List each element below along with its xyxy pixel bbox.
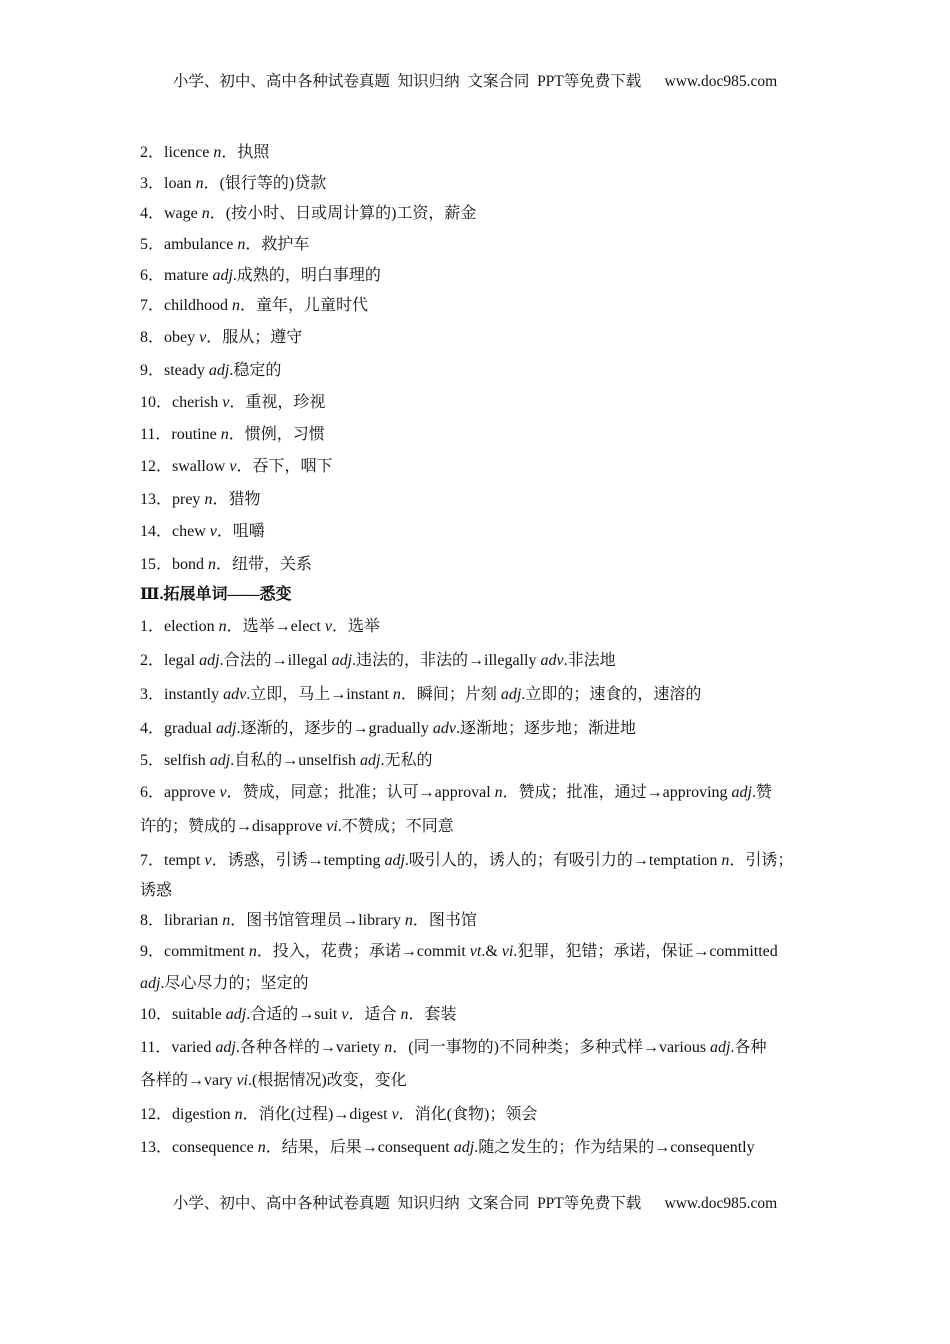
line-text: 2．legal: [140, 652, 200, 669]
part-of-speech: adj: [710, 1039, 731, 1056]
line-text: .合适的→suit: [246, 1006, 342, 1023]
part-of-speech: n: [201, 205, 210, 222]
vocab-line: [140, 143, 269, 163]
line-text: 11．varied: [140, 1039, 216, 1056]
line-text: 各样的→vary: [140, 1072, 237, 1089]
line-text: ．救护车: [245, 236, 310, 253]
part-of-speech: vi: [501, 943, 514, 960]
line-text: ．执照: [221, 144, 270, 161]
line-text: ．诱惑，引诱→tempting: [211, 852, 385, 869]
line-text: .随之发生的；作为结果的→consequently: [474, 1139, 755, 1156]
line-text: ．惯例，习惯: [228, 426, 325, 443]
vocab-line: [140, 851, 793, 871]
line-text: 5．selfish: [140, 752, 210, 769]
part-of-speech: adj: [384, 852, 405, 869]
part-of-speech: vi: [326, 818, 338, 835]
part-of-speech: n: [494, 784, 503, 801]
part-of-speech: v: [222, 394, 230, 411]
line-text: ．(同一事物的)不同种类；多种式样→various: [392, 1039, 711, 1056]
part-of-speech: adv: [223, 686, 247, 703]
line-text: ．投入，花费；承诺→commit: [256, 943, 470, 960]
page-footer: 小学、初中、高中各种试卷真题 知识归纳 文案合同 PPT等免费下载 www.doc985.com: [172, 1195, 778, 1212]
line-text: .尽心尽力的；坚定的: [160, 975, 309, 992]
part-of-speech: n: [248, 943, 257, 960]
line-text: ．(银行等的)贷款: [203, 175, 327, 192]
vocab-line: [140, 522, 265, 542]
line-text: .非法地: [563, 652, 616, 669]
line-text: ．(按小时、日或周计算的)工资，薪金: [209, 205, 477, 222]
line-text: 6．approve: [140, 784, 220, 801]
vocab-line: [140, 204, 476, 224]
vocab-line: [140, 1105, 537, 1125]
line-text: ．图书馆管理员→library: [230, 912, 405, 929]
line-text: .赞: [751, 784, 772, 801]
line-text: .吸引人的，诱人的；有吸引力的→temptation: [404, 852, 722, 869]
part-of-speech: n: [232, 297, 240, 314]
vocab-line: [140, 490, 260, 510]
vocab-line: [140, 719, 636, 739]
vocab-line: [140, 328, 302, 348]
vocab-line: [140, 783, 772, 803]
vocab-line: [140, 751, 432, 771]
part-of-speech: adj: [500, 686, 522, 703]
vocab-line: [140, 266, 381, 286]
line-text: 13．prey: [140, 491, 205, 508]
part-of-speech: adj: [225, 1006, 247, 1023]
vocab-line: [140, 296, 368, 316]
part-of-speech: n: [392, 686, 401, 703]
line-text: .合法的→illegal: [219, 652, 332, 669]
part-of-speech: n: [257, 1139, 266, 1156]
part-of-speech: vt: [469, 943, 482, 960]
line-text: ．引诱；: [729, 852, 794, 869]
part-of-speech: adj: [212, 267, 233, 284]
line-text: 1．election: [140, 618, 219, 635]
vocab-line: [140, 942, 778, 962]
line-text: .不赞成；不同意: [337, 818, 454, 835]
part-of-speech: v: [391, 1106, 399, 1123]
part-of-speech: adj: [199, 652, 220, 669]
line-text: ．咀嚼: [216, 523, 265, 540]
line-text: ．选举: [331, 618, 380, 635]
vocab-line: [140, 393, 325, 413]
line-text: .稳定的: [229, 362, 282, 379]
vocab-line: [140, 174, 326, 194]
part-of-speech: n: [195, 175, 204, 192]
line-text: .无私的: [380, 752, 433, 769]
line-text: 15．bond: [140, 556, 209, 573]
line-text: ．吞下，咽下: [236, 458, 333, 475]
vocab-line: [140, 974, 308, 994]
line-text: 4．wage: [140, 205, 202, 222]
line-text: 4．gradual: [140, 720, 216, 737]
line-text: 2．licence: [140, 144, 214, 161]
part-of-speech: v: [199, 329, 207, 346]
line-text: ．童年，儿童时代: [240, 297, 369, 314]
line-text: 许的；赞成的→disapprove: [140, 818, 327, 835]
part-of-speech: n: [218, 618, 227, 635]
line-text: 13．consequence: [140, 1139, 258, 1156]
line-text: 3．loan: [140, 175, 196, 192]
line-text: .逐渐的，逐步的→gradually: [236, 720, 433, 737]
vocab-line: [140, 817, 454, 837]
line-text: ．结果，后果→consequent: [265, 1139, 454, 1156]
part-of-speech: adj: [331, 652, 353, 669]
vocab-line: [140, 361, 281, 381]
vocab-line: [140, 1138, 755, 1158]
vocab-line: [140, 1071, 407, 1091]
line-text: 9．commitment: [140, 943, 249, 960]
part-of-speech: adj: [453, 1139, 475, 1156]
line-text: 7．childhood: [140, 297, 232, 314]
line-text: 7．tempt: [140, 852, 205, 869]
line-text: ．重视，珍视: [229, 394, 326, 411]
line-text: .各种各样的→variety: [235, 1039, 385, 1056]
line-text: 12．digestion: [140, 1106, 235, 1123]
line-text: .立即，马上→instant: [246, 686, 393, 703]
line-text: 5．ambulance: [140, 236, 238, 253]
line-text: 6．mature: [140, 267, 213, 284]
vocab-line: [140, 457, 332, 477]
line-text: 10．suitable: [140, 1006, 226, 1023]
part-of-speech: n: [208, 556, 217, 573]
vocab-line: [140, 881, 172, 901]
line-text: .自私的→unselfish: [230, 752, 361, 769]
part-of-speech: adj: [208, 362, 230, 379]
line-text: ．图书馆: [412, 912, 477, 929]
line-text: ．消化(过程)→digest: [242, 1106, 392, 1123]
line-text: 11．routine: [140, 426, 221, 443]
line-text: 10．cherish: [140, 394, 223, 411]
part-of-speech: n: [404, 912, 413, 929]
line-text: 12．swallow: [140, 458, 230, 475]
line-text: ．赞成；批准，通过→approving: [502, 784, 732, 801]
line-text: .逐渐地；逐步地；渐进地: [455, 720, 636, 737]
line-text: 诱惑: [140, 882, 173, 899]
line-text: ．纽带，关系: [216, 556, 313, 573]
line-text: .立即的；速食的，速溶的: [521, 686, 702, 703]
page-header: 小学、初中、高中各种试卷真题 知识归纳 文案合同 PPT等免费下载 www.doc985.com: [172, 73, 778, 90]
part-of-speech: v: [204, 852, 212, 869]
part-of-speech: adj: [215, 1039, 236, 1056]
line-text: .&: [481, 943, 502, 960]
line-text: .成熟的，明白事理的: [232, 267, 381, 284]
part-of-speech: n: [204, 491, 213, 508]
part-of-speech: n: [234, 1106, 243, 1123]
line-text: ．瞬间；片刻: [400, 686, 501, 703]
part-of-speech: adj: [209, 752, 231, 769]
line-text: .各种: [730, 1039, 767, 1056]
part-of-speech: v: [324, 618, 332, 635]
vocab-line: [140, 685, 701, 705]
part-of-speech: adj: [140, 975, 161, 992]
part-of-speech: adv: [432, 720, 456, 737]
line-text: .违法的，非法的→illegally: [352, 652, 541, 669]
part-of-speech: adv: [540, 652, 564, 669]
line-text: ．套装: [408, 1006, 457, 1023]
part-of-speech: n: [400, 1006, 409, 1023]
line-text: .(根据情况)改变，变化: [247, 1072, 407, 1089]
vocab-line: [140, 651, 616, 671]
vocab-line: [140, 555, 312, 575]
line-text: Ⅲ.拓展单词——悉变: [140, 586, 292, 603]
line-text: ．适合: [348, 1006, 401, 1023]
part-of-speech: n: [237, 236, 246, 253]
line-text: 9．steady: [140, 362, 209, 379]
part-of-speech: v: [209, 523, 217, 540]
vocab-line: [140, 911, 477, 931]
section-heading: [140, 585, 292, 605]
line-text: .犯罪，犯错；承诺，保证→committed: [513, 943, 778, 960]
part-of-speech: n: [222, 912, 231, 929]
line-text: ．猎物: [212, 491, 261, 508]
part-of-speech: adj: [731, 784, 752, 801]
line-text: 8．librarian: [140, 912, 223, 929]
line-text: 3．instantly: [140, 686, 224, 703]
vocab-line: [140, 425, 325, 445]
line-text: 8．obey: [140, 329, 200, 346]
part-of-speech: v: [219, 784, 227, 801]
part-of-speech: n: [220, 426, 229, 443]
vocab-line: [140, 617, 380, 637]
part-of-speech: n: [213, 144, 222, 161]
part-of-speech: v: [229, 458, 237, 475]
line-text: 14．chew: [140, 523, 210, 540]
vocab-line: [140, 235, 309, 255]
part-of-speech: v: [341, 1006, 349, 1023]
line-text: ．赞成，同意；批准；认可→approval: [226, 784, 495, 801]
line-text: ．选举→elect: [226, 618, 325, 635]
line-text: ．消化(食物)；领会: [398, 1106, 538, 1123]
part-of-speech: vi: [236, 1072, 248, 1089]
vocab-line: [140, 1038, 767, 1058]
part-of-speech: adj: [215, 720, 237, 737]
vocab-line: [140, 1005, 457, 1025]
line-text: ．服从；遵守: [206, 329, 303, 346]
part-of-speech: n: [721, 852, 730, 869]
part-of-speech: adj: [360, 752, 381, 769]
part-of-speech: n: [384, 1039, 393, 1056]
